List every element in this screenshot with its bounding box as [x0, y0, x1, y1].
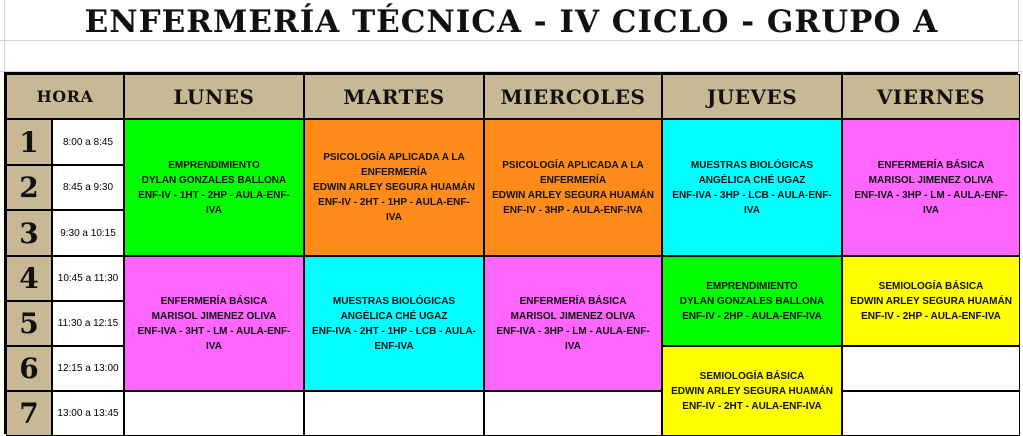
class-block-miercoles-psicologia — [484, 119, 662, 256]
period-number: 7 — [6, 391, 52, 436]
class-details: ENF-IV - 2HP - AULA-ENF-IVA — [861, 310, 1001, 322]
sheet-gridline — [0, 40, 1023, 41]
class-details: ENF-IVA - 3HP - LM - AULA-ENF-IVA — [854, 189, 1008, 216]
schedule-title: ENFERMERÍA TÉCNICA - IV CICLO - GRUPO A — [84, 4, 939, 40]
period-number: 4 — [6, 256, 52, 301]
empty-cell — [842, 346, 1020, 391]
class-teacher: ANGÉLICA CHÉ UGAZ — [698, 174, 806, 186]
period-time: 8:00 a 8:45 — [52, 119, 124, 165]
header-martes: MARTES — [304, 74, 484, 119]
class-teacher: EDWIN ARLEY SEGURA HUAMÁN — [850, 295, 1012, 307]
period-time: 12:15 a 13:00 — [52, 346, 124, 391]
class-name: PSICOLOGÍA APLICADA A LA ENFERMERÍA — [323, 152, 465, 178]
header-hora: HORA — [6, 74, 124, 119]
period-time: 11:30 a 12:15 — [52, 301, 124, 346]
class-name: MUESTRAS BIOLÓGICAS — [332, 295, 456, 307]
period-number: 2 — [6, 165, 52, 210]
period-time: 13:00 a 13:45 — [52, 391, 124, 436]
period-number: 6 — [6, 346, 52, 391]
class-name: ENFERMERÍA BÁSICA — [519, 295, 627, 307]
class-teacher: DYLAN GONZALES BALLONA — [141, 174, 287, 186]
class-name: SEMIOLOGÍA BÁSICA — [699, 370, 805, 382]
class-block-martes-muestras — [304, 256, 484, 391]
class-name: ENFERMERÍA BÁSICA — [877, 159, 985, 171]
class-teacher: EDWIN ARLEY SEGURA HUAMÁN — [671, 385, 833, 397]
class-details: ENF-IV - 2HT - 1HP - AULA-ENF-IVA — [318, 197, 470, 223]
period-number: 5 — [6, 301, 52, 346]
class-block-lunes-emprendimiento — [124, 119, 304, 256]
empty-cell — [842, 391, 1020, 436]
class-block-lunes-enfermeria — [124, 256, 304, 391]
header-jueves: JUEVES — [662, 74, 842, 119]
class-details: ENF-IVA - 3HT - LM - AULA-ENF-IVA — [137, 325, 291, 352]
period-time: 9:30 a 10:15 — [52, 210, 124, 256]
class-block-jueves-muestras — [662, 119, 842, 256]
class-details: ENF-IVA - 2HT - 1HP - LCB - AULA-ENF-IVA — [312, 325, 476, 352]
header-miercoles: MIERCOLES — [484, 74, 662, 119]
class-name: MUESTRAS BIOLÓGICAS — [690, 159, 814, 171]
period-number: 1 — [6, 119, 52, 165]
class-name: ENFERMERÍA BÁSICA — [160, 295, 268, 307]
class-teacher: EDWIN ARLEY SEGURA HUAMÁN — [313, 182, 475, 193]
class-teacher: EDWIN ARLEY SEGURA HUAMÁN — [492, 189, 654, 201]
class-name: EMPRENDIMIENTO — [706, 280, 798, 292]
class-block-martes-psicologia — [304, 119, 484, 256]
class-details: ENF-IVA - 3HP - LCB - AULA-ENF-IVA — [672, 189, 832, 216]
period-number: 3 — [6, 210, 52, 256]
class-details: ENF-IV - 2HT - AULA-ENF-IVA — [682, 400, 822, 412]
empty-cell — [304, 391, 484, 436]
class-name: SEMIOLOGÍA BÁSICA — [878, 280, 984, 292]
class-block-jueves-emprendimiento — [662, 256, 842, 346]
class-block-miercoles-enfermeria — [484, 256, 662, 391]
class-details: ENF-IV - 2HP - AULA-ENF-IVA — [682, 310, 822, 322]
period-time: 8:45 a 9:30 — [52, 165, 124, 210]
class-block-viernes-semiologia — [842, 256, 1020, 346]
class-details: ENF-IVA - 3HP - LM - AULA-ENF-IVA — [496, 325, 650, 352]
empty-cell — [484, 391, 662, 436]
schedule-table — [4, 72, 1018, 434]
class-block-viernes-enfermeria — [842, 119, 1020, 256]
header-lunes: LUNES — [124, 74, 304, 119]
class-teacher: MARISOL JIMENEZ OLIVA — [510, 310, 636, 322]
class-teacher: ANGÉLICA CHÉ UGAZ — [340, 310, 448, 322]
empty-cell — [124, 391, 304, 436]
period-time: 10:45 a 11:30 — [52, 256, 124, 301]
class-teacher: DYLAN GONZALES BALLONA — [679, 295, 825, 307]
class-name: PSICOLOGÍA APLICADA A LA ENFERMERÍA — [502, 159, 644, 186]
class-teacher: MARISOL JIMENEZ OLIVA — [151, 310, 277, 322]
class-details: ENF-IV - 3HP - AULA-ENF-IVA — [503, 204, 643, 216]
class-name: EMPRENDIMIENTO — [168, 159, 260, 171]
class-teacher: MARISOL JIMENEZ OLIVA — [868, 174, 994, 186]
class-details: ENF-IV - 1HT - 2HP - AULA-ENF-IVA — [138, 189, 290, 216]
header-viernes: VIERNES — [842, 74, 1020, 119]
class-block-jueves-semiologia — [662, 346, 842, 436]
